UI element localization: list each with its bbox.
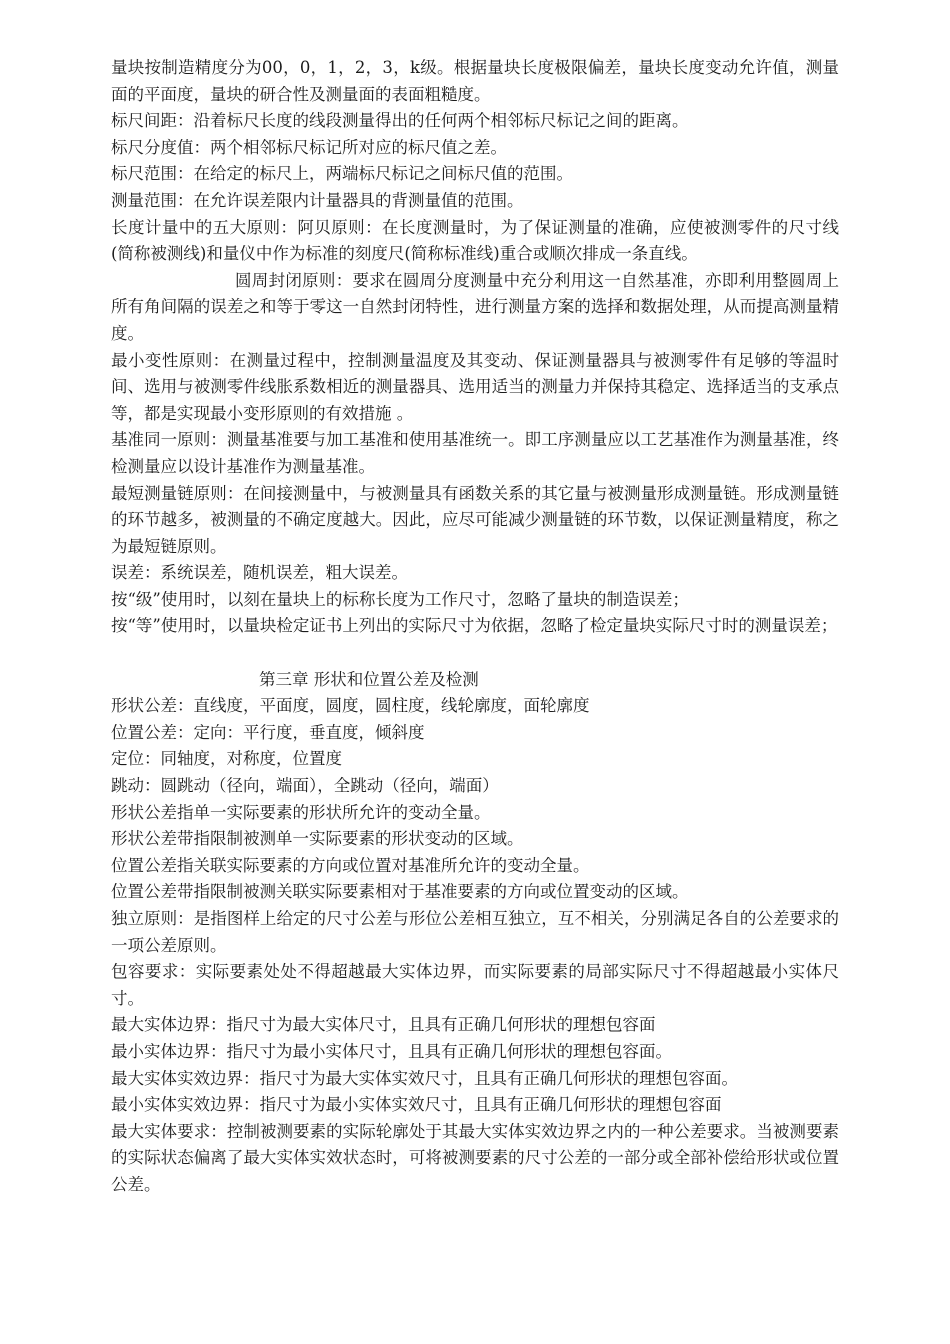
paragraph-position-tolerance: 位置公差：定向：平行度，垂直度，倾斜度 <box>111 722 425 742</box>
paragraph-position-tol-zone: 位置公差带指限制被测关联实际要素相对于基准要素的方向或位置变动的区域。 <box>111 882 689 902</box>
paragraph-independence-principle: 独立原则：是指图样上给定的尺寸公差与形位公差相互独立，互不相关，分别满足各自的公差要求的一项公差原则。 <box>111 909 839 955</box>
paragraph-shortest-chain: 最短测量链原则：在间接测量中，与被测量具有函数关系的其它量与被测量形成测量链。形成测量链的环节越多，被测量的不确定度越大。因此，应尽可能减少测量链的环节数，以保证测量精度，称之为最短链原则。 <box>111 483 839 556</box>
paragraph-scale-division: 标尺分度值：两个相邻标尺标记所对应的标尺值之差。 <box>111 137 507 157</box>
paragraph-errors: 误差：系统误差，随机误差，粗大误差。 <box>111 563 408 583</box>
paragraph-use-by-class: 按“等”使用时，以量块检定证书上列出的实际尺寸为依据，忽略了检定量块实际尺寸时的测量误差； <box>111 616 838 636</box>
paragraph-shape-tol-zone: 形状公差带指限制被测单一实际要素的形状变动的区域。 <box>111 829 524 849</box>
paragraph-mmc-boundary: 最大实体边界：指尺寸为最大实体尺寸，且具有正确几何形状的理想包容面 <box>111 1015 656 1035</box>
paragraph-gauge-block-grades: 量块按制造精度分为00，0，1，2，3，k级。根据量块长度极限偏差，量块长度变动允许值，测量面的平面度，量块的研合性及测量面的表面粗糙度。 <box>111 58 839 104</box>
paragraph-mmc-requirement: 最大实体要求：控制被测要素的实际轮廓处于其最大实体实效边界之内的一种公差要求。当被测要素的实际状态偏离了最大实体实效状态时，可将被测要素的尺寸公差的一部分或全部补偿给形状或位置公差。 <box>111 1121 839 1194</box>
paragraph-shape-tol-def: 形状公差指单一实际要素的形状所允许的变动全量。 <box>111 802 491 822</box>
paragraph-datum-unity: 基准同一原则：测量基准要与加工基准和使用基准统一。即工序测量应以工艺基准作为测量基准，终检测量应以设计基准作为测量基准。 <box>111 430 839 476</box>
paragraph-position-location: 定位：同轴度，对称度，位置度 <box>111 749 342 769</box>
paragraph-position-tol-def: 位置公差指关联实际要素的方向或位置对基准所允许的变动全量。 <box>111 855 590 875</box>
paragraph-measuring-range: 测量范围：在允许误差限内计量器具的背测量值的范围。 <box>111 190 524 210</box>
paragraph-abbe-principle: 长度计量中的五大原则：阿贝原则：在长度测量时，为了保证测量的准确，应使被测零件的尺寸线(简称被测线)和量仪中作为标准的刻度尺(简称标准线)重合或顺次排成一条直线。 <box>111 217 839 264</box>
paragraph-position-runout: 跳动：圆跳动（径向，端面），全跳动（径向，端面） <box>111 776 499 796</box>
paragraph-lmc-boundary: 最小实体边界：指尺寸为最小实体尺寸，且具有正确几何形状的理想包容面。 <box>111 1041 672 1061</box>
section-spacer <box>111 640 839 667</box>
paragraph-envelope-requirement: 包容要求：实际要素处处不得超越最大实体边界，而实际要素的局部实际尺寸不得超越最小实体尺寸。 <box>111 962 839 1008</box>
paragraph-shape-tolerance: 形状公差：直线度，平面度，圆度，圆柱度，线轮廓度，面轮廓度 <box>111 696 590 716</box>
paragraph-scale-range: 标尺范围：在给定的标尺上，两端标尺标记之间标尺值的范围。 <box>111 164 573 184</box>
paragraph-circular-closure: 圆周封闭原则：要求在圆周分度测量中充分利用这一自然基准，亦即利用整圆周上所有角间隔的误差之和等于零这一自然封闭特性，进行测量方案的选择和数据处理，从而提高测量精度。 <box>111 270 839 343</box>
document-page <box>111 55 839 1199</box>
paragraph-use-by-grade: 按“级”使用时，以刻在量块上的标称长度为工作尺寸，忽略了量块的制造误差； <box>111 589 689 609</box>
chapter-heading: 第三章 形状和位置公差及检测 <box>259 669 479 689</box>
paragraph-scale-spacing: 标尺间距：沿着标尺长度的线段测量得出的任何两个相邻标尺标记之间的距离。 <box>111 111 689 131</box>
paragraph-lmvc-boundary: 最小实体实效边界：指尺寸为最小实体实效尺寸，且具有正确几何形状的理想包容面 <box>111 1095 722 1115</box>
paragraph-min-deformation: 最小变性原则：在测量过程中，控制测量温度及其变动、保证测量器具与被测零件有足够的等温时间、选用与被测零件线胀系数相近的测量器具、选用适当的测量力并保持其稳定、选择适当的支承点等，都是实现最小变形原则的有效措施 。 <box>111 350 839 423</box>
paragraph-mmvc-boundary: 最大实体实效边界：指尺寸为最大实体实效尺寸，且具有正确几何形状的理想包容面。 <box>111 1068 738 1088</box>
